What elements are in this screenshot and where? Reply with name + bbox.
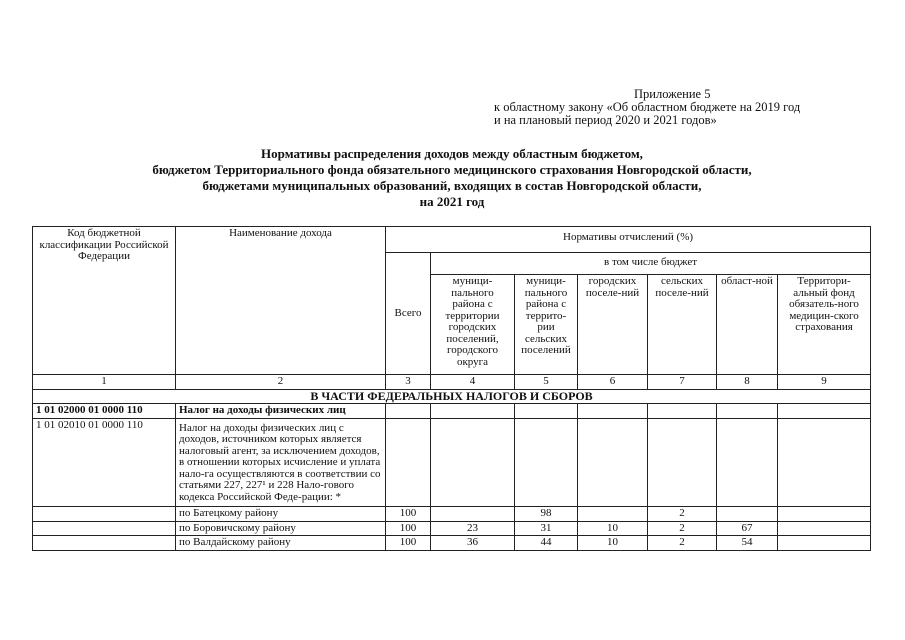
empty-cell [778, 418, 871, 507]
empty-cell [33, 507, 176, 522]
detail-name: Налог на доходы физических лиц с доходов, источником которых является налоговый агент, за исключением доходов, в отношении которых исчисление и уплата нало-га осуществляются в соответствии со статьями 227, 227¹ и 228 Нало-гового кодекса Российской Феде-рации: * [176, 418, 386, 507]
column-number: 7 [648, 375, 717, 390]
table-row [33, 507, 871, 522]
column-number: 6 [578, 375, 648, 390]
header-col-7: сельских поселе-ний [648, 275, 717, 375]
value-col-9 [778, 507, 871, 522]
empty-cell [33, 536, 176, 551]
column-numbers-row [33, 375, 871, 390]
detail-row [33, 418, 871, 507]
value-total: 100 [386, 521, 431, 536]
empty-cell [33, 521, 176, 536]
value-col-4: 23 [431, 521, 515, 536]
empty-cell [578, 418, 648, 507]
value-col-8 [717, 507, 778, 522]
empty-cell [431, 418, 515, 507]
column-number: 9 [778, 375, 871, 390]
value-col-9 [778, 521, 871, 536]
group-code: 1 01 02000 01 0000 110 [33, 404, 176, 419]
value-col-7: 2 [648, 507, 717, 522]
header-code: Код бюджетной классификации Российской Федерации [33, 227, 176, 375]
column-number: 3 [386, 375, 431, 390]
value-col-4 [431, 507, 515, 522]
value-col-6: 10 [578, 536, 648, 551]
value-col-8: 67 [717, 521, 778, 536]
value-col-6 [578, 507, 648, 522]
header-name: Наименование дохода [176, 227, 386, 375]
empty-cell [648, 418, 717, 507]
empty-cell [386, 404, 431, 419]
group-row [33, 404, 871, 419]
header-total: Всего [386, 252, 431, 375]
value-col-5: 98 [515, 507, 578, 522]
column-number: 5 [515, 375, 578, 390]
value-col-7: 2 [648, 536, 717, 551]
empty-cell [431, 404, 515, 419]
detail-code: 1 01 02010 01 0000 110 [33, 418, 176, 507]
value-col-6: 10 [578, 521, 648, 536]
column-number: 4 [431, 375, 515, 390]
row-name: по Батецкому району [176, 507, 386, 522]
group-name: Налог на доходы физических лиц [176, 404, 386, 419]
appendix-line-2: и на плановый период 2020 и 2021 годов» [494, 113, 717, 127]
header-col-4: муници-пального района с территории городских поселений, городского округа [431, 275, 515, 375]
value-col-4: 36 [431, 536, 515, 551]
empty-cell [386, 418, 431, 507]
header-including: в том числе бюджет [431, 252, 871, 275]
title-line-1: Нормативы распределения доходов между областным бюджетом, [261, 146, 643, 161]
empty-cell [515, 418, 578, 507]
header-col-6: городских поселе-ний [578, 275, 648, 375]
column-number: 8 [717, 375, 778, 390]
column-number: 2 [176, 375, 386, 390]
empty-cell [717, 404, 778, 419]
empty-cell [515, 404, 578, 419]
row-name: по Боровичскому району [176, 521, 386, 536]
table-row [33, 521, 871, 536]
value-col-9 [778, 536, 871, 551]
value-total: 100 [386, 536, 431, 551]
column-number: 1 [33, 375, 176, 390]
appendix-heading: Приложение 5 [634, 87, 711, 101]
value-col-5: 31 [515, 521, 578, 536]
document-title [32, 146, 872, 210]
value-col-7: 2 [648, 521, 717, 536]
section-title: В ЧАСТИ ФЕДЕРАЛЬНЫХ НАЛОГОВ И СБОРОВ [33, 389, 871, 404]
value-col-8: 54 [717, 536, 778, 551]
section-row [33, 389, 871, 404]
title-line-3: бюджетами муниципальных образований, входящих в состав Новгородской области, [202, 178, 702, 193]
header-norms: Нормативы отчислений (%) [386, 227, 871, 253]
value-col-5: 44 [515, 536, 578, 551]
appendix-block [494, 88, 800, 127]
empty-cell [578, 404, 648, 419]
header-col-9: Территори-альный фонд обязатель-ного медицин-ского страхования [778, 275, 871, 375]
table-row [33, 536, 871, 551]
title-line-2: бюджетом Территориального фонда обязательного медицинского страхования Новгородской области, [152, 162, 752, 177]
header-col-8: област-ной [717, 275, 778, 375]
appendix-line-1: к областному закону «Об областном бюджете на 2019 год [494, 100, 801, 114]
empty-cell [648, 404, 717, 419]
row-name: по Валдайскому району [176, 536, 386, 551]
title-line-4: на 2021 год [419, 194, 485, 209]
empty-cell [778, 404, 871, 419]
value-total: 100 [386, 507, 431, 522]
header-col-5: муници-пального района с террито-рии сельских поселений [515, 275, 578, 375]
empty-cell [717, 418, 778, 507]
norms-table [32, 226, 871, 551]
